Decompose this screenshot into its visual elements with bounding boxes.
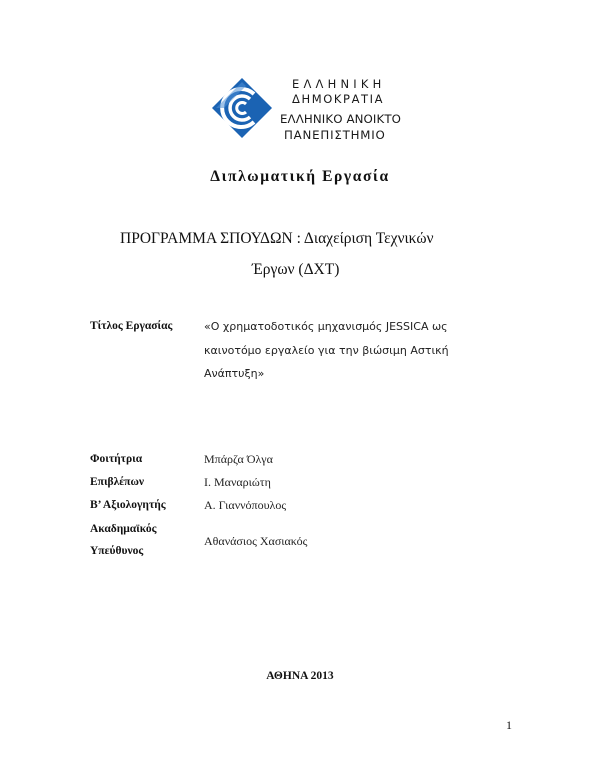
supervisor-label: Επιβλέπων bbox=[90, 476, 145, 488]
program-heading-line-2: Έργων (ΔΧΤ) bbox=[252, 261, 340, 278]
second-examiner-label: Β’ Αξιολογητής bbox=[90, 499, 166, 511]
logo-line-4: ΠΑΝΕΠΙΣΤΗΜΙΟ bbox=[284, 128, 386, 142]
title-line-2: καινοτόμο εργαλείο για την βιώσιμη Αστική bbox=[204, 344, 449, 357]
page-number: 1 bbox=[506, 718, 512, 732]
logo-line-1: ΕΛΛΗΝΙΚΗ bbox=[292, 77, 386, 91]
supervisor-value: Ι. Μαναριώτη bbox=[204, 475, 271, 489]
second-examiner-value: Α. Γιαννόπουλος bbox=[204, 498, 287, 512]
student-value: Μπάρζα Όλγα bbox=[204, 452, 273, 466]
logo-line-3: ΕΛΛΗΝΙΚΟ ΑΝΟΙΚΤΟ bbox=[280, 112, 402, 126]
academic-supervisor-label-line-1: Ακαδημαϊκός bbox=[90, 523, 157, 535]
title-line-1: «Ο χρηματοδοτικός μηχανισμός JESSICA ως bbox=[204, 320, 448, 333]
city-year: ΑΘΗΝΑ 2013 bbox=[266, 670, 334, 682]
university-logo bbox=[210, 76, 400, 146]
title-line-3: Ανάπτυξη» bbox=[204, 367, 265, 380]
document-type-heading: Διπλωματική Εργασία bbox=[210, 168, 390, 185]
university-emblem-icon bbox=[210, 76, 274, 140]
academic-supervisor-value: Αθανάσιος Χασιακός bbox=[204, 534, 308, 548]
title-label: Τίτλος Εργασίας bbox=[90, 320, 173, 332]
student-label: Φοιτήτρια bbox=[90, 453, 143, 465]
academic-supervisor-label-line-2: Υπεύθυνος bbox=[90, 545, 144, 557]
program-heading-line-1: ΠΡΟΓΡΑΜΜΑ ΣΠΟΥΔΩΝ : Διαχείριση Τεχνικών bbox=[120, 230, 434, 247]
logo-line-2: ΔΗΜΟΚΡΑΤΙΑ bbox=[292, 92, 385, 106]
